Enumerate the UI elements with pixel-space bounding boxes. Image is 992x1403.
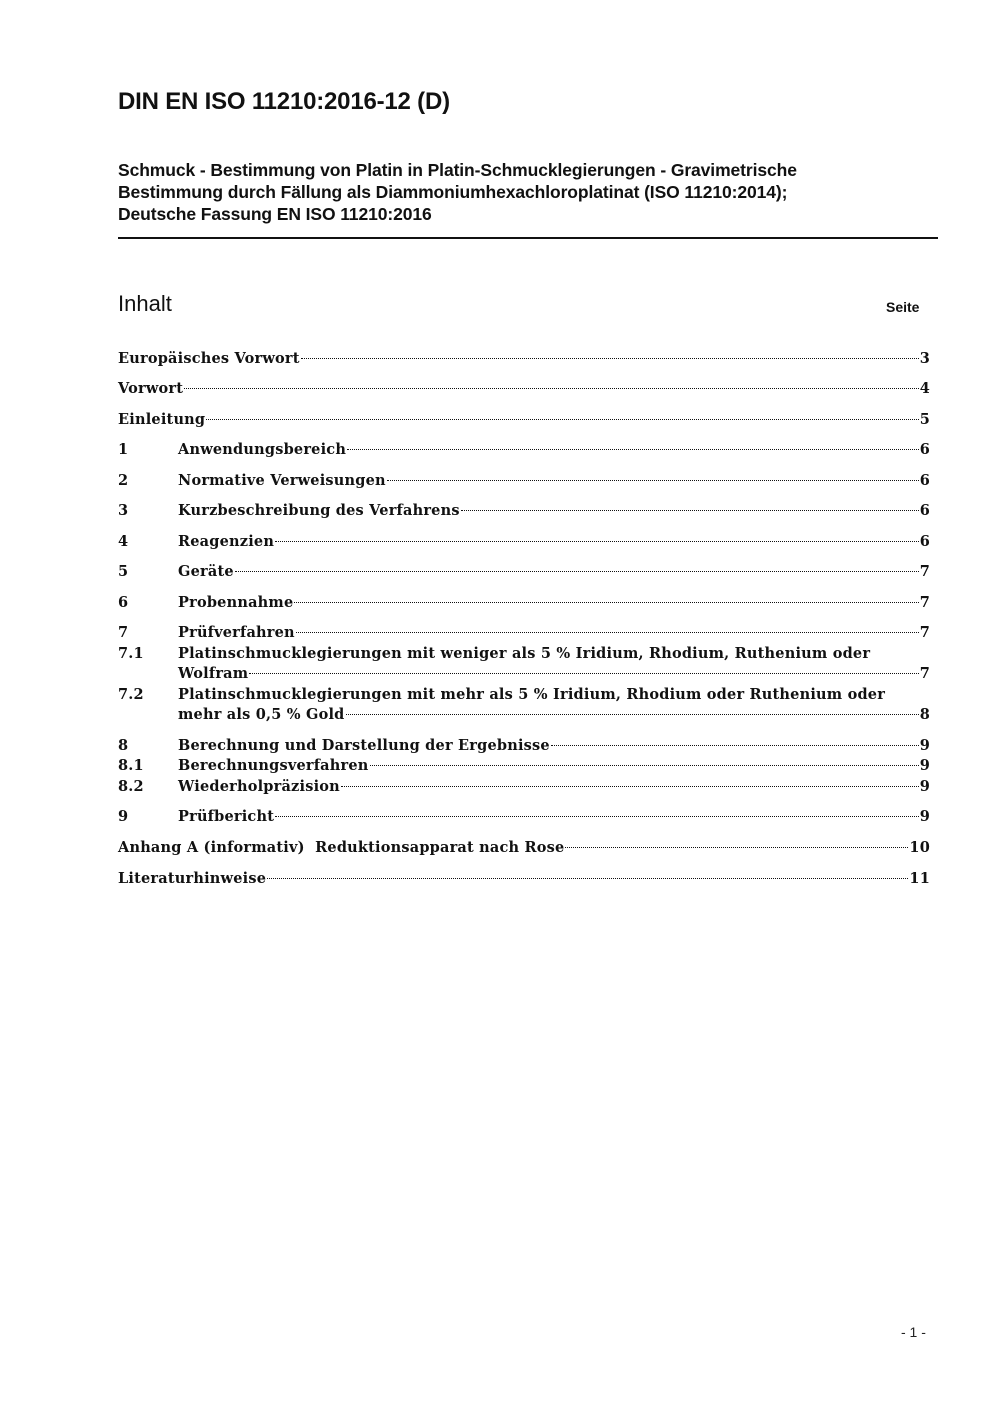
dot-leader [206,419,918,420]
dot-leader [387,480,919,481]
toc-entry-page: 9 [919,737,930,754]
toc-entry-number: 1 [118,441,129,458]
toc-entry-text-continued: Wolfram [178,665,249,682]
toc-entry-number: 2 [118,472,129,489]
toc-entry-page: 4 [919,380,930,397]
toc-entry-page: 9 [919,808,930,825]
toc-entry-page: 9 [919,757,930,774]
toc-entry-page: 11 [909,870,930,887]
toc-entry[interactable] [118,471,930,491]
dot-leader [341,786,919,787]
toc-entry[interactable] [118,532,930,552]
toc-entry[interactable] [118,685,930,725]
toc-entry-page: 10 [909,839,930,856]
toc-entry-text: Wiederholpräzision [178,778,340,795]
toc-entry[interactable] [118,807,930,827]
toc-entry-number: 7 [118,624,129,641]
toc-entry[interactable] [118,623,930,643]
dot-leader [565,847,908,848]
dot-leader [184,388,919,389]
toc-entry[interactable] [118,736,930,756]
toc-entry[interactable] [118,349,930,369]
toc-entry-number: 8 [118,737,129,754]
toc-entry-number: 6 [118,594,129,611]
toc-entry-page: 6 [919,533,930,550]
dot-leader [275,541,919,542]
dot-leader [347,449,919,450]
toc-entry-number: 7.1 [118,645,144,662]
dot-leader [249,673,918,674]
dot-leader [267,878,908,879]
toc-entry-page: 9 [919,778,930,795]
toc-entry-text: Vorwort [118,380,184,397]
toc-entry-page: 6 [919,472,930,489]
title-divider [118,237,938,239]
toc-entry[interactable] [118,869,930,889]
toc-entry-page: 7 [919,665,930,682]
toc-entry-text: Prüfverfahren [178,624,295,641]
toc-heading: Inhalt [118,291,172,316]
toc-entry-number: 5 [118,563,129,580]
toc-entry[interactable] [118,562,930,582]
toc-entry[interactable] [118,777,930,797]
toc-entry[interactable] [118,501,930,521]
toc-entry-number: 7.2 [118,686,144,703]
page-number: - 1 - [901,1324,926,1340]
dot-leader [301,358,919,359]
toc-entry-text: Berechnungsverfahren [178,757,369,774]
toc-entry-text: Platinschmucklegierungen mit weniger als 5 % Iridium, Rhodium, Ruthenium oder [178,645,871,662]
toc-entry-page: 7 [919,624,930,641]
dot-leader [551,745,919,746]
dot-leader [275,816,919,817]
toc-entry-page: 3 [919,350,930,367]
subtitle-line: Deutsche Fassung EN ISO 11210:2016 [118,204,432,224]
dot-leader [346,714,919,715]
subtitle-line: Schmuck - Bestimmung von Platin in Platin-Schmucklegierungen - Gravimetrische [118,160,797,180]
dot-leader [370,765,919,766]
toc-entry-text: Prüfbericht [178,808,275,825]
toc-entry-text: Anhang A (informativ) Reduktionsapparat nach Rose [118,839,565,856]
toc-entry-page: 8 [919,706,930,723]
dot-leader [461,510,919,511]
toc-entry[interactable] [118,838,930,858]
toc-entry-page: 6 [919,502,930,519]
toc-entry[interactable] [118,756,930,776]
toc-entry-text: Europäisches Vorwort [118,350,300,367]
toc-entry-text: Reagenzien [178,533,275,550]
toc-entry-number: 8.2 [118,778,144,795]
toc-entry-number: 4 [118,533,129,550]
toc-entry-text: Literaturhinweise [118,870,267,887]
toc-entry[interactable] [118,379,930,399]
toc-entry-page: 5 [919,411,930,428]
document-subtitle [118,159,936,225]
toc-entry-text: Anwendungsbereich [178,441,347,458]
toc-entry[interactable] [118,644,930,684]
toc-entry[interactable] [118,440,930,460]
toc-entry[interactable] [118,410,930,430]
toc-entry-text: Einleitung [118,411,206,428]
document-title: DIN EN ISO 11210:2016-12 (D) [118,88,450,115]
toc-entry[interactable] [118,593,930,613]
toc-entry-number: 3 [118,502,129,519]
toc-entry-text: Berechnung und Darstellung der Ergebnisse [178,737,550,754]
toc-entry-text: Platinschmucklegierungen mit mehr als 5 % Iridium, Rhodium oder Ruthenium oder [178,686,886,703]
dot-leader [296,632,919,633]
toc-entry-number: 8.1 [118,757,144,774]
toc-entry-text: Kurzbeschreibung des Verfahrens [178,502,460,519]
toc-entry-text-continued: mehr als 0,5 % Gold [178,706,345,723]
dot-leader [235,571,919,572]
toc-entry-page: 7 [919,594,930,611]
toc-entry-page: 7 [919,563,930,580]
toc-page-column-label: Seite [886,299,920,315]
subtitle-line: Bestimmung durch Fällung als Diammoniumhexachloroplatinat (ISO 11210:2014); [118,182,788,202]
toc-entry-page: 6 [919,441,930,458]
toc-entry-number: 9 [118,808,129,825]
dot-leader [294,602,918,603]
toc-entry-text: Probennahme [178,594,294,611]
toc-entry-text: Normative Verweisungen [178,472,386,489]
toc-entry-text: Geräte [178,563,234,580]
